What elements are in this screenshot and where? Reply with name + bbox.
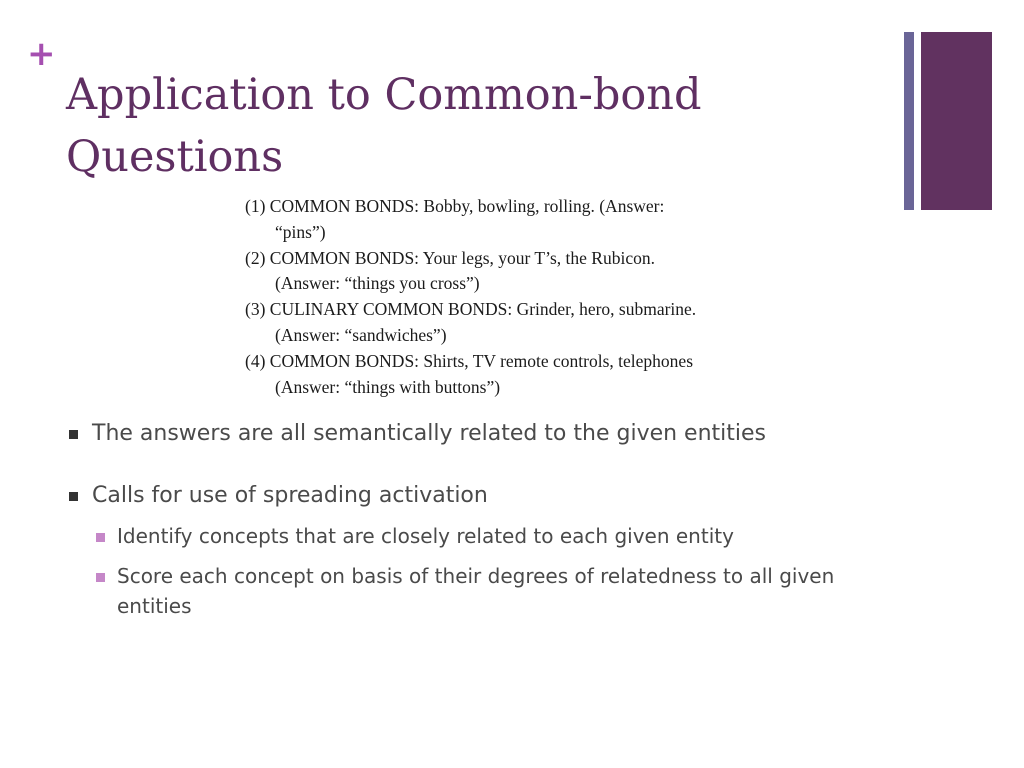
bullet-text: Calls for use of spreading activation: [92, 483, 488, 508]
common-bond-examples: [245, 194, 715, 400]
example-item-3: (3) CULINARY COMMON BONDS: Grinder, hero, submarine. (Answer: “sandwiches”): [245, 299, 697, 345]
example-item-1: (1) COMMON BONDS: Bobby, bowling, rolling. (Answer: “pins”): [245, 196, 665, 242]
example-item-4: (4) COMMON BONDS: Shirts, TV remote controls, telephones (Answer: “things with buttons”): [245, 350, 694, 397]
plus-mark-icon: +: [27, 34, 56, 74]
accent-bar-thick: [921, 32, 992, 210]
square-sub-bullet-icon: [96, 533, 105, 542]
accent-bar-thin: [904, 32, 914, 210]
square-bullet-icon: [69, 430, 78, 439]
square-bullet-icon: [69, 492, 78, 501]
example-item-2: (2) COMMON BONDS: Your legs, your T’s, the Rubicon. (Answer: “things you cross”): [245, 247, 655, 294]
bullet-text: The answers are all semantically related to the given entities: [92, 421, 767, 446]
slide-title: Application to Common-bond Questions: [66, 70, 702, 182]
sub-bullet-text: Identify concepts that are closely related to each given entity: [117, 524, 734, 548]
square-sub-bullet-icon: [96, 573, 105, 582]
sub-bullet-text: Score each concept on basis of their degrees of relatedness to all given entities: [117, 564, 835, 618]
